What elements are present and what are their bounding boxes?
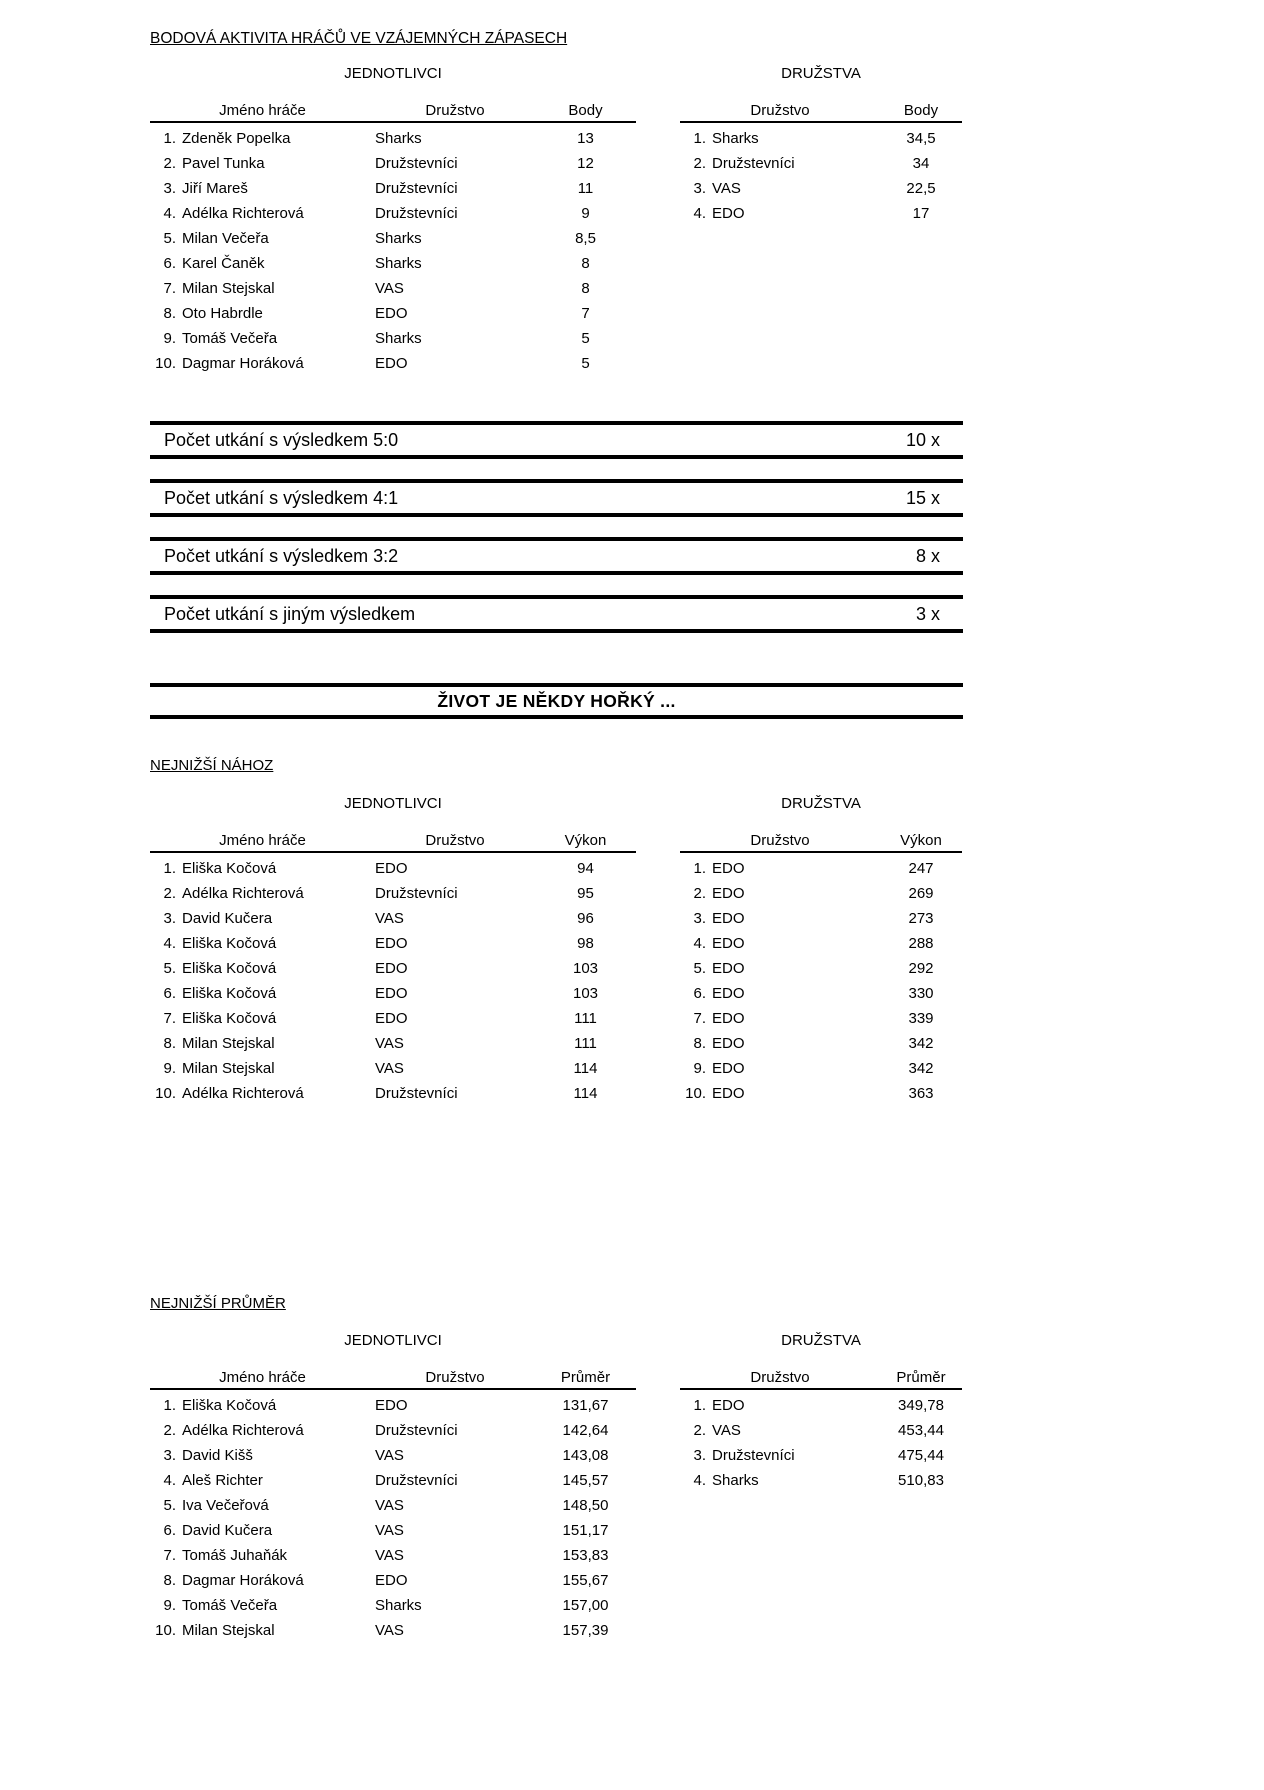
section-banner: ŽIVOT JE NĚKDY HOŘKÝ ...	[150, 683, 963, 719]
table-row	[150, 1618, 636, 1643]
table-header	[680, 830, 962, 853]
table-row	[680, 1418, 962, 1443]
column-header: Body	[903, 102, 939, 119]
row-rank: 8.	[163, 305, 176, 322]
player-name: Milan Večeřa	[182, 230, 269, 247]
table-header	[150, 1367, 636, 1390]
table-row	[680, 1468, 962, 1493]
row-rank: 1.	[163, 860, 176, 877]
row-rank: 4.	[693, 205, 706, 222]
row-value: 96	[577, 910, 594, 927]
match-count-box-3-2	[150, 537, 963, 575]
team-name: VAS	[375, 280, 404, 297]
row-value: 273	[908, 910, 934, 927]
team-name: EDO	[712, 935, 745, 952]
row-rank: 2.	[693, 1422, 706, 1439]
table-row	[150, 1006, 636, 1031]
row-rank: 3.	[693, 910, 706, 927]
row-rank: 6.	[163, 255, 176, 272]
heading-lowest-average: NEJNIŽŠÍ PRŮMĚR	[150, 1295, 286, 1312]
match-count-value: 10 x	[905, 429, 940, 450]
match-count-label: Počet utkání s výsledkem 4:1	[164, 487, 399, 508]
row-rank: 8.	[693, 1035, 706, 1052]
player-name: Eliška Kočová	[182, 860, 277, 877]
row-value: 111	[574, 1035, 597, 1052]
row-value: 142,64	[562, 1422, 609, 1439]
player-name: Tomáš Večeřa	[182, 330, 278, 347]
player-name: Karel Čaněk	[182, 255, 265, 272]
heading-lowest-throw: NEJNIŽŠÍ NÁHOZ	[150, 757, 274, 774]
row-rank: 8.	[163, 1572, 176, 1589]
table-row	[150, 1518, 636, 1543]
team-name: Družstevníci	[375, 205, 458, 222]
table-row	[680, 151, 962, 176]
table-lowest-throw-individuals	[150, 795, 636, 1106]
row-value: 288	[908, 935, 934, 952]
player-name: Milan Stejskal	[182, 1622, 275, 1639]
match-count-box-5-0	[150, 421, 963, 459]
row-rank: 1.	[693, 1397, 706, 1414]
team-name: VAS	[375, 1447, 404, 1464]
team-name: Sharks	[375, 255, 422, 272]
team-name: VAS	[712, 180, 741, 197]
row-rank: 4.	[163, 205, 176, 222]
team-name: Družstevníci	[712, 155, 795, 172]
team-name: EDO	[375, 1572, 408, 1589]
row-value: 8	[581, 255, 590, 272]
row-rank: 5.	[163, 960, 176, 977]
row-rank: 9.	[163, 330, 176, 347]
team-name: Družstevníci	[375, 1422, 458, 1439]
table-row	[680, 201, 962, 226]
player-name: Adélka Richterová	[182, 1422, 304, 1439]
table-row	[680, 881, 962, 906]
team-name: EDO	[712, 1060, 745, 1077]
match-count-value: 15 x	[905, 487, 940, 508]
row-value: 98	[577, 935, 594, 952]
row-rank: 2.	[163, 885, 176, 902]
row-rank: 4.	[693, 935, 706, 952]
table-row	[150, 1593, 636, 1618]
table-row	[150, 326, 636, 351]
row-value: 475,44	[898, 1447, 944, 1464]
row-rank: 3.	[693, 1447, 706, 1464]
row-rank: 5.	[163, 230, 176, 247]
table-row	[680, 1443, 962, 1468]
row-rank: 1.	[163, 1397, 176, 1414]
table-row	[680, 1031, 962, 1056]
row-rank: 10.	[155, 1085, 176, 1102]
row-value: 157,00	[562, 1597, 609, 1614]
column-header: Družstvo	[425, 1369, 485, 1386]
player-name: Jiří Mareš	[182, 180, 248, 197]
row-value: 510,83	[898, 1472, 944, 1489]
row-value: 363	[908, 1085, 934, 1102]
table-row	[680, 126, 962, 151]
team-name: EDO	[712, 1035, 745, 1052]
table-header	[150, 100, 636, 123]
column-header: Družstvo	[750, 102, 810, 119]
row-value: 151,17	[562, 1522, 609, 1539]
row-rank: 3.	[163, 1447, 176, 1464]
player-name: Eliška Kočová	[182, 935, 277, 952]
team-name: VAS	[375, 1547, 404, 1564]
table-header	[680, 1367, 962, 1390]
table-points-teams	[680, 65, 962, 226]
player-name: Eliška Kočová	[182, 1010, 277, 1027]
player-name: Milan Stejskal	[182, 280, 275, 297]
column-header: Družstvo	[425, 102, 485, 119]
team-name: Družstevníci	[375, 1472, 458, 1489]
player-name: Pavel Tunka	[182, 155, 265, 172]
player-name: Dagmar Horáková	[182, 355, 304, 372]
player-name: Adélka Richterová	[182, 885, 304, 902]
player-name: Eliška Kočová	[182, 985, 277, 1002]
row-rank: 10.	[155, 355, 176, 372]
table-points-individuals	[150, 65, 636, 376]
table-row	[150, 1568, 636, 1593]
row-rank: 3.	[163, 180, 176, 197]
row-value: 34,5	[906, 130, 936, 147]
player-name: Iva Večeřová	[182, 1497, 269, 1514]
row-value: 8	[581, 280, 590, 297]
team-name: Sharks	[375, 330, 422, 347]
table-row	[150, 251, 636, 276]
player-name: David Kučera	[182, 1522, 273, 1539]
row-value: 103	[572, 960, 599, 977]
row-rank: 3.	[693, 180, 706, 197]
row-value: 453,44	[898, 1422, 944, 1439]
player-name: Milan Stejskal	[182, 1060, 275, 1077]
team-name: EDO	[712, 1397, 745, 1414]
table-row	[150, 126, 636, 151]
table-row	[680, 906, 962, 931]
table-row	[150, 1418, 636, 1443]
row-value: 114	[573, 1060, 598, 1077]
column-header: Průměr	[560, 1369, 611, 1386]
row-value: 114	[573, 1085, 598, 1102]
row-rank: 9.	[693, 1060, 706, 1077]
row-rank: 4.	[693, 1472, 706, 1489]
player-name: Eliška Kočová	[182, 960, 277, 977]
team-name: VAS	[712, 1422, 741, 1439]
player-name: Adélka Richterová	[182, 1085, 304, 1102]
row-value: 12	[577, 155, 594, 172]
match-count-value: 8 x	[915, 545, 940, 566]
table-caption: JEDNOTLIVCI	[344, 795, 442, 812]
row-value: 342	[908, 1060, 934, 1077]
row-rank: 2.	[693, 885, 706, 902]
team-name: EDO	[375, 860, 408, 877]
row-rank: 6.	[163, 985, 176, 1002]
row-value: 143,08	[562, 1447, 609, 1464]
table-row	[150, 1056, 636, 1081]
table-row	[150, 881, 636, 906]
team-name: VAS	[375, 910, 404, 927]
player-name: Eliška Kočová	[182, 1397, 277, 1414]
player-name: Tomáš Juhaňák	[182, 1547, 288, 1564]
table-row	[680, 1081, 962, 1106]
table-row	[680, 856, 962, 881]
team-name: Sharks	[375, 1597, 422, 1614]
table-row	[680, 176, 962, 201]
row-value: 34	[912, 155, 930, 172]
table-row	[680, 1056, 962, 1081]
team-name: Sharks	[375, 230, 422, 247]
player-name: Tomáš Večeřa	[182, 1597, 278, 1614]
table-row	[150, 301, 636, 326]
column-header: Výkon	[900, 832, 942, 849]
row-value: 111	[574, 1010, 597, 1027]
table-caption: DRUŽSTVA	[781, 795, 861, 812]
column-header: Body	[568, 102, 603, 119]
column-header: Jméno hráče	[219, 1369, 306, 1386]
row-rank: 7.	[163, 280, 176, 297]
team-name: VAS	[375, 1035, 404, 1052]
team-name: EDO	[712, 205, 745, 222]
table-row	[150, 1393, 636, 1418]
column-header: Průměr	[896, 1369, 946, 1386]
table-lowest-throw-teams	[680, 795, 962, 1106]
player-name: Zdeněk Popelka	[182, 130, 291, 147]
row-value: 95	[577, 885, 594, 902]
row-rank: 9.	[163, 1060, 176, 1077]
row-value: 7	[581, 305, 590, 322]
team-name: EDO	[375, 935, 408, 952]
match-count-value: 3 x	[915, 603, 940, 624]
match-count-box-other	[150, 595, 963, 633]
table-lowest-average-individuals	[150, 1332, 636, 1643]
match-count-label: Počet utkání s jiným výsledkem	[164, 603, 416, 624]
row-rank: 1.	[163, 130, 176, 147]
table-row	[680, 931, 962, 956]
row-rank: 2.	[163, 155, 176, 172]
table-row	[150, 981, 636, 1006]
team-name: EDO	[712, 1085, 745, 1102]
team-name: EDO	[375, 985, 408, 1002]
table-header	[680, 100, 962, 123]
team-name: EDO	[375, 1010, 408, 1027]
team-name: Družstevníci	[375, 885, 458, 902]
row-value: 5	[581, 355, 590, 372]
row-rank: 10.	[685, 1085, 706, 1102]
table-row	[150, 906, 636, 931]
row-rank: 1.	[693, 860, 706, 877]
table-caption: DRUŽSTVA	[781, 65, 861, 82]
row-value: 13	[577, 130, 594, 147]
row-rank: 10.	[155, 1622, 176, 1639]
table-row	[150, 176, 636, 201]
table-row	[680, 1006, 962, 1031]
row-rank: 5.	[693, 960, 706, 977]
row-value: 17	[912, 205, 930, 222]
match-count-label: Počet utkání s výsledkem 5:0	[164, 429, 399, 450]
table-lowest-average-teams	[680, 1332, 962, 1493]
row-rank: 9.	[163, 1597, 176, 1614]
row-rank: 6.	[163, 1522, 176, 1539]
row-value: 9	[581, 205, 590, 222]
page-title: BODOVÁ AKTIVITA HRÁČŮ VE VZÁJEMNÝCH ZÁPASECH	[150, 30, 568, 47]
column-header: Jméno hráče	[219, 832, 306, 849]
match-count-box-4-1	[150, 479, 963, 517]
row-value: 22,5	[906, 180, 936, 197]
player-name: David Kišš	[182, 1447, 253, 1464]
team-name: VAS	[375, 1060, 404, 1077]
team-name: Družstevníci	[712, 1447, 795, 1464]
table-row	[680, 981, 962, 1006]
row-value: 148,50	[562, 1497, 609, 1514]
row-rank: 3.	[163, 910, 176, 927]
team-name: Družstevníci	[375, 180, 458, 197]
row-value: 5	[581, 330, 590, 347]
table-row	[150, 201, 636, 226]
row-value: 292	[908, 960, 934, 977]
player-name: David Kučera	[182, 910, 273, 927]
team-name: EDO	[375, 960, 408, 977]
row-rank: 4.	[163, 935, 176, 952]
row-value: 131,67	[562, 1397, 609, 1414]
table-row	[150, 1031, 636, 1056]
team-name: EDO	[712, 910, 745, 927]
team-name: EDO	[712, 1010, 745, 1027]
team-name: Družstevníci	[375, 1085, 458, 1102]
column-header: Družstvo	[750, 1369, 810, 1386]
row-rank: 8.	[163, 1035, 176, 1052]
row-rank: 2.	[163, 1422, 176, 1439]
table-row	[150, 1443, 636, 1468]
table-row	[150, 226, 636, 251]
team-name: EDO	[375, 305, 408, 322]
table-row	[150, 151, 636, 176]
team-name: EDO	[375, 1397, 408, 1414]
match-count-label: Počet utkání s výsledkem 3:2	[164, 545, 399, 566]
column-header: Družstvo	[750, 832, 810, 849]
row-rank: 7.	[693, 1010, 706, 1027]
player-name: Dagmar Horáková	[182, 1572, 304, 1589]
table-caption: DRUŽSTVA	[781, 1332, 861, 1349]
table-row	[680, 1393, 962, 1418]
table-row	[680, 956, 962, 981]
team-name: Družstevníci	[375, 155, 458, 172]
column-header: Jméno hráče	[219, 102, 306, 119]
table-row	[150, 956, 636, 981]
table-row	[150, 276, 636, 301]
row-value: 103	[572, 985, 599, 1002]
row-value: 153,83	[562, 1547, 609, 1564]
team-name: EDO	[712, 985, 745, 1002]
team-name: VAS	[375, 1522, 404, 1539]
row-rank: 4.	[163, 1472, 176, 1489]
table-row	[150, 856, 636, 881]
row-rank: 1.	[693, 130, 706, 147]
team-name: Sharks	[712, 130, 759, 147]
table-caption: JEDNOTLIVCI	[344, 65, 442, 82]
table-row	[150, 1493, 636, 1518]
team-name: EDO	[712, 960, 745, 977]
row-value: 94	[577, 860, 594, 877]
team-name: EDO	[712, 860, 745, 877]
player-name: Oto Habrdle	[182, 305, 263, 322]
player-name: Adélka Richterová	[182, 205, 304, 222]
column-header: Výkon	[564, 832, 607, 849]
table-header	[150, 830, 636, 853]
player-name: Milan Stejskal	[182, 1035, 275, 1052]
player-name: Aleš Richter	[182, 1472, 263, 1489]
column-header: Družstvo	[425, 832, 485, 849]
team-name: EDO	[375, 355, 408, 372]
row-rank: 6.	[693, 985, 706, 1002]
team-name: VAS	[375, 1622, 404, 1639]
row-value: 342	[908, 1035, 934, 1052]
row-value: 269	[908, 885, 934, 902]
row-value: 145,57	[562, 1472, 609, 1489]
row-value: 247	[908, 860, 934, 877]
table-row	[150, 1081, 636, 1106]
table-row	[150, 1468, 636, 1493]
table-caption: JEDNOTLIVCI	[344, 1332, 442, 1349]
table-row	[150, 1543, 636, 1568]
table-row	[150, 351, 636, 376]
team-name: VAS	[375, 1497, 404, 1514]
row-value: 157,39	[562, 1622, 609, 1639]
row-value: 155,67	[562, 1572, 609, 1589]
row-rank: 7.	[163, 1010, 176, 1027]
row-value: 8,5	[575, 230, 596, 247]
row-value: 349,78	[898, 1397, 944, 1414]
row-value: 339	[908, 1010, 934, 1027]
row-rank: 5.	[163, 1497, 176, 1514]
row-rank: 2.	[693, 155, 706, 172]
team-name: Sharks	[375, 130, 422, 147]
row-value: 11	[577, 180, 594, 197]
team-name: Sharks	[712, 1472, 759, 1489]
row-rank: 7.	[163, 1547, 176, 1564]
row-value: 330	[908, 985, 934, 1002]
table-row	[150, 931, 636, 956]
team-name: EDO	[712, 885, 745, 902]
